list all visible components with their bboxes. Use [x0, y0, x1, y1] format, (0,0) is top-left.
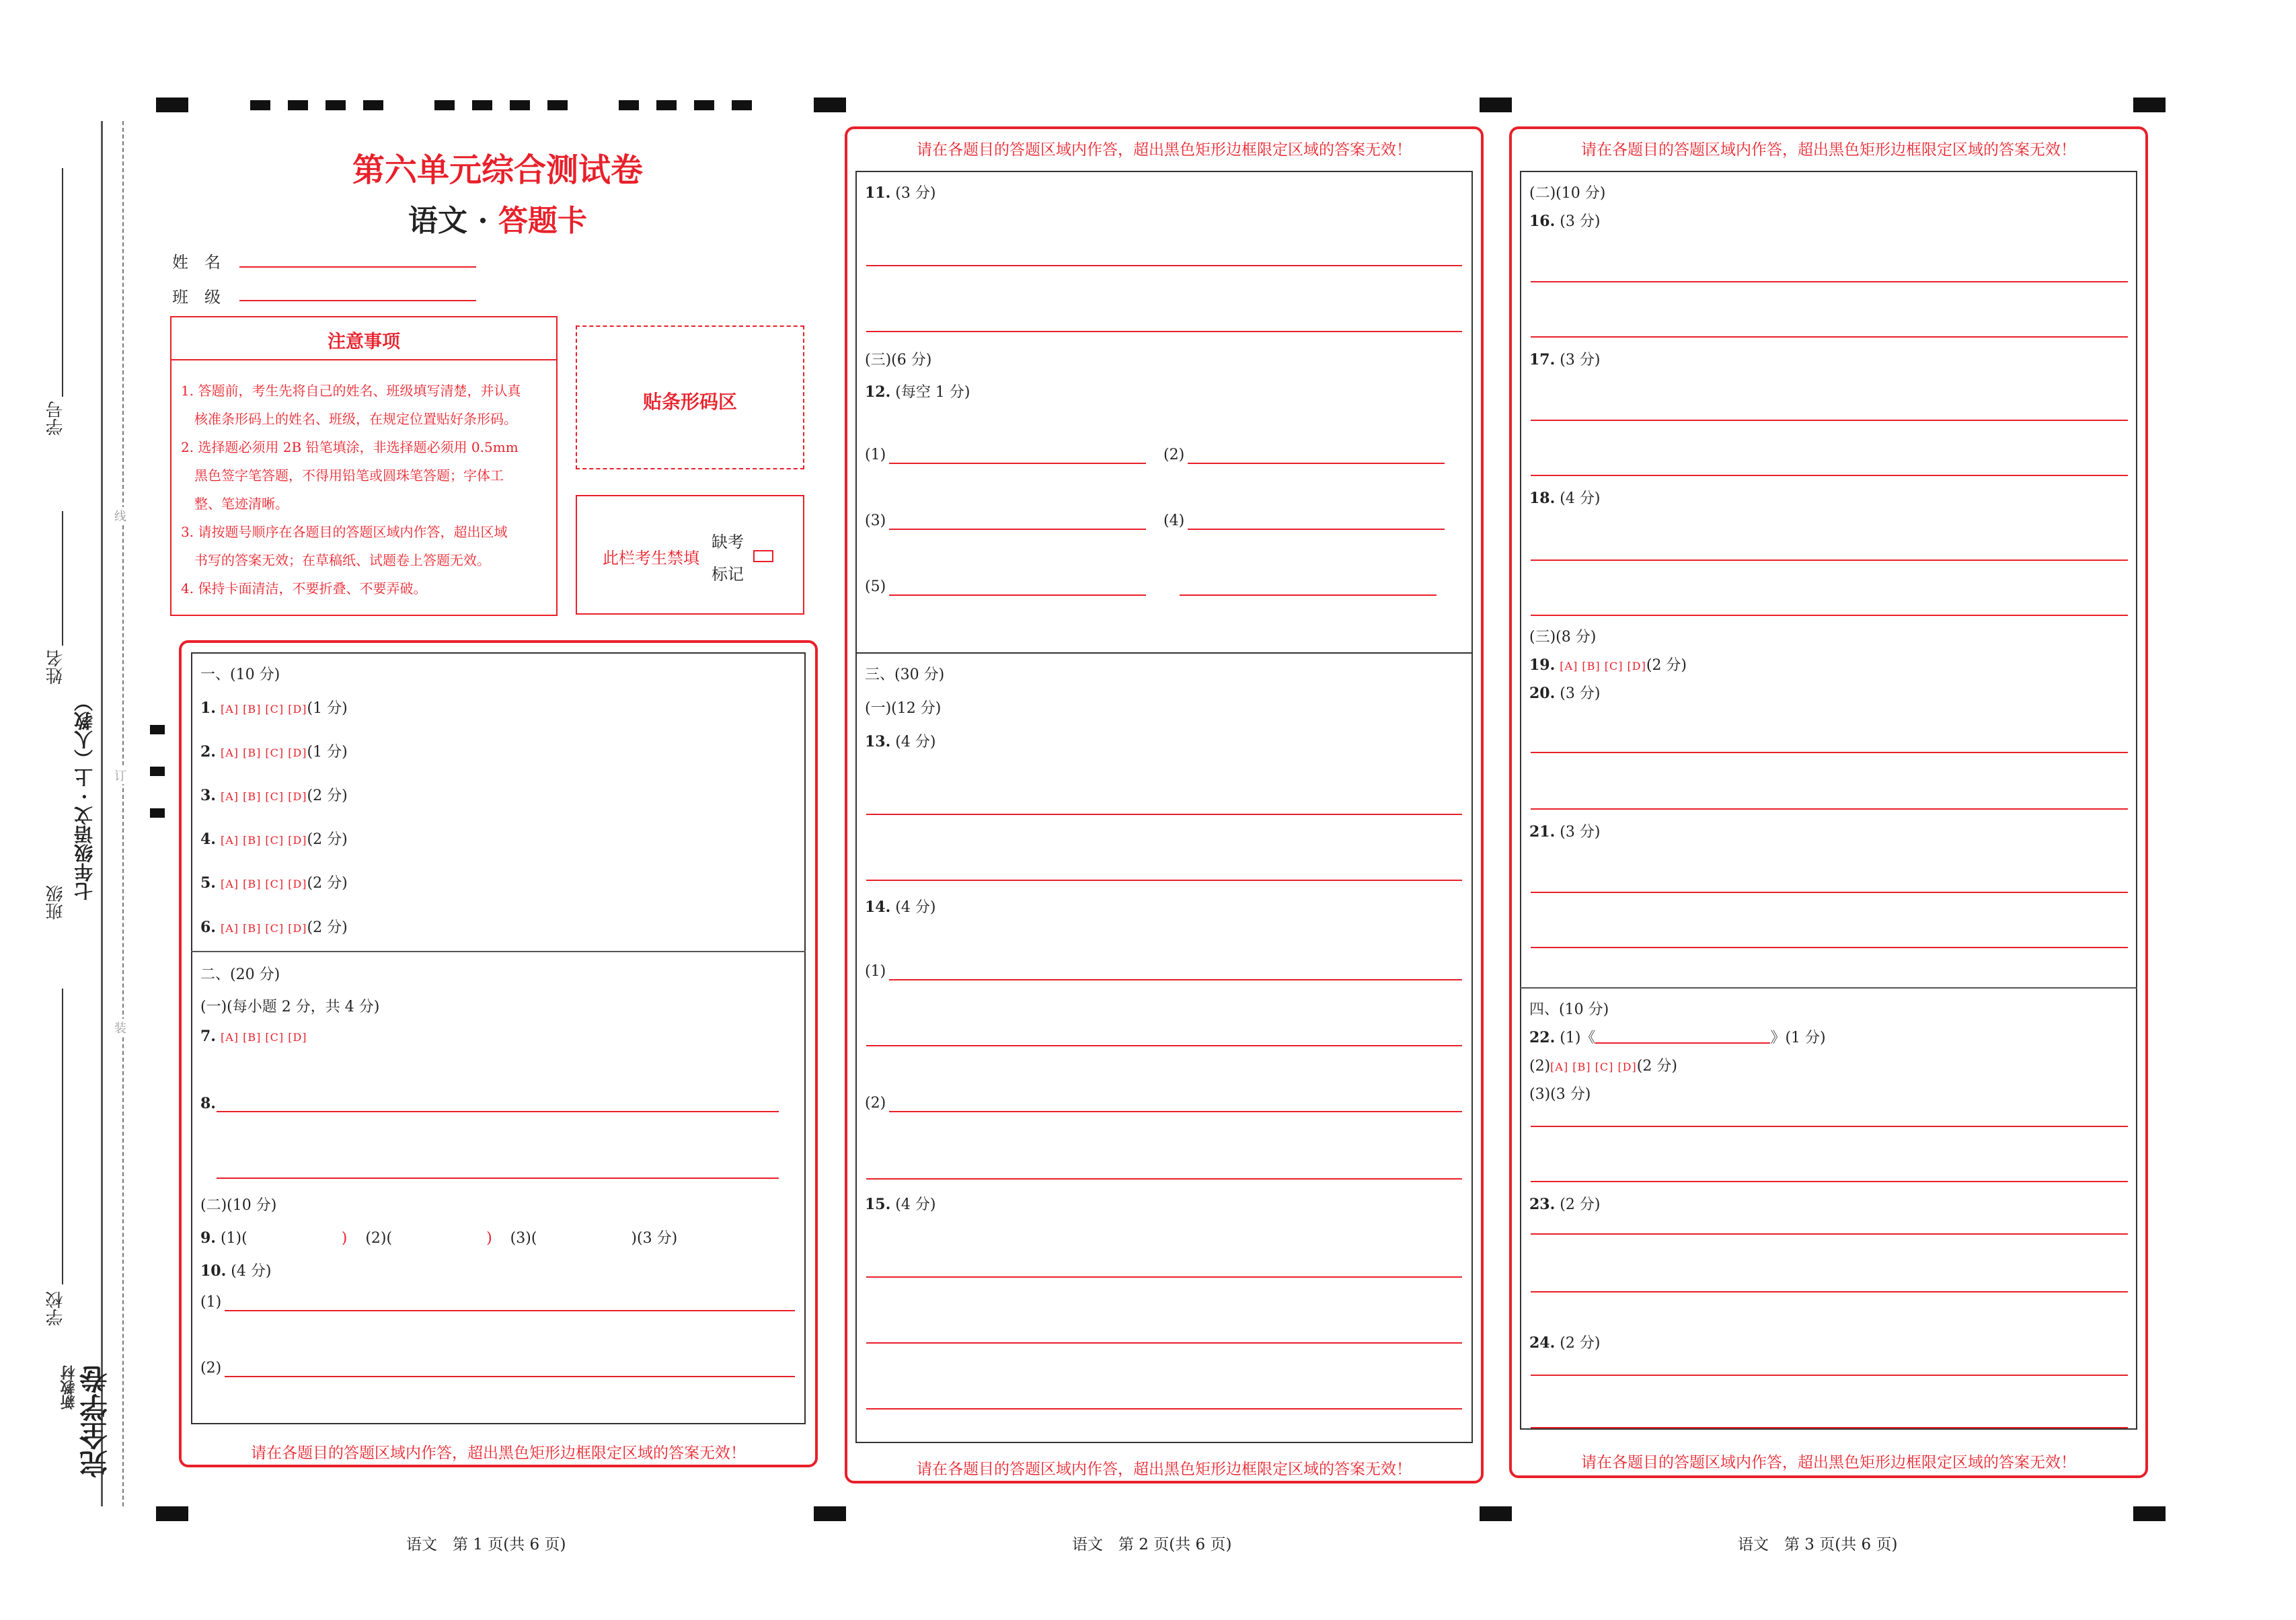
q10-sub-2-label: (2) — [200, 1360, 222, 1377]
notice-line: 2. 选择题必须用 2B 铅笔填涂，非选择题必须用 0.5mm — [181, 439, 519, 455]
question-23: 23. (2 分) — [1529, 1196, 1601, 1213]
timing-mark — [150, 808, 165, 818]
page2-upper-area — [855, 171, 1473, 654]
question-13: 13. (4 分) — [865, 733, 936, 750]
corner-mark — [1480, 98, 1512, 112]
brand-logo: 完全学卷 — [79, 1365, 112, 1478]
corner-mark — [814, 1506, 846, 1521]
corner-mark — [2133, 98, 2166, 112]
answer-line-14-1a[interactable] — [889, 979, 1462, 980]
notice-line: 黑色签字笔答题，不得用铅笔或圆珠笔答题；字体工 — [181, 467, 504, 484]
answer-line-11a[interactable] — [866, 265, 1462, 266]
options-5[interactable]: [A] [B] [C] [D] — [220, 878, 307, 890]
question-8-label: 8. — [200, 1095, 216, 1112]
question-21: 21. (3 分) — [1529, 823, 1601, 841]
cut-mark-line: 线 — [114, 507, 126, 525]
answer-line-16a[interactable] — [1531, 281, 2128, 282]
sidebar-solid-line — [101, 121, 103, 1506]
notice-title: 注意事项 — [328, 332, 400, 352]
section-4-heading: 四、(10 分) — [1529, 1001, 1609, 1018]
answer-line-23b[interactable] — [1531, 1291, 2128, 1293]
subtitle-card: 答题卡 — [498, 204, 587, 238]
timing-mark — [694, 100, 714, 110]
timing-mark — [326, 100, 346, 110]
answer-line-8b[interactable] — [217, 1178, 779, 1179]
blank-line-3[interactable] — [889, 529, 1146, 530]
section-divider — [191, 951, 806, 952]
timing-mark — [619, 100, 639, 110]
notice-line: 整、笔迹清晰。 — [181, 496, 289, 512]
blank-line-1[interactable] — [889, 463, 1146, 464]
student-id-line — [62, 168, 63, 397]
subsection-3-heading: (三)(6 分) — [865, 352, 932, 369]
page-subtitle — [377, 196, 619, 239]
options-19[interactable]: [A] [B] [C] [D] — [1560, 660, 1646, 672]
notice-line: 3. 请按题号顺序在各题目的答题区域内作答，超出区域 — [181, 524, 508, 540]
answer-line-16b[interactable] — [1531, 336, 2128, 338]
answer-line-22a[interactable] — [1531, 1126, 2128, 1127]
question-9: 9. (1)( ) (2)( ) (3)( )(3 分) — [200, 1229, 678, 1247]
answer-line-11b[interactable] — [866, 331, 1462, 332]
class-line — [62, 989, 63, 1284]
name-label: 姓名 — [46, 650, 66, 685]
name-field-label: 姓 名 — [172, 253, 221, 272]
answer-line-15b[interactable] — [866, 1342, 1462, 1344]
question-15: 15. (4 分) — [865, 1196, 936, 1213]
question-17: 17. (3 分) — [1529, 351, 1601, 369]
answer-line-15c[interactable] — [866, 1408, 1462, 1410]
answer-line-21b[interactable] — [1531, 947, 2128, 948]
answer-line-22b[interactable] — [1531, 1181, 2128, 1182]
name-field-line[interactable] — [239, 266, 476, 268]
timing-mark — [363, 100, 383, 110]
question-20: 20. (3 分) — [1529, 685, 1601, 702]
question-2: 2. [A] [B] [C] [D](1 分) — [200, 743, 348, 761]
corner-mark — [814, 98, 846, 112]
question-1: 1. [A] [B] [C] [D](1 分) — [200, 699, 348, 717]
page2-warning-bottom: 请在各题目的答题区域内作答，超出黑色矩形边框限定区域的答案无效！ — [917, 1461, 1412, 1478]
absent-box — [576, 495, 804, 615]
school-label: 学校 — [46, 1291, 66, 1326]
class-field-line[interactable] — [239, 300, 476, 301]
page3-warning-top: 请在各题目的答题区域内作答，超出黑色矩形边框限定区域的答案无效！ — [1581, 141, 2076, 159]
notice-lines — [181, 377, 521, 603]
answer-line-17b[interactable] — [1531, 475, 2128, 476]
subsection-1-heading: (一)(每小题 2 分，共 4 分) — [200, 999, 380, 1015]
page2-warning-top: 请在各题目的答题区域内作答，超出黑色矩形边框限定区域的答案无效！ — [917, 141, 1412, 159]
timing-mark — [547, 100, 568, 110]
page-footer-2: 语文 第 2 页(共 6 页) — [1072, 1536, 1232, 1553]
absent-text-2: 标记 — [712, 565, 744, 584]
question-18: 18. (4 分) — [1529, 490, 1601, 507]
answer-line-17a[interactable] — [1531, 420, 2128, 421]
q10-sub-1-label: (1) — [200, 1294, 222, 1311]
answer-line-24b[interactable] — [1531, 1427, 2128, 1428]
subsection-2-heading: (二)(10 分) — [1529, 185, 1606, 202]
timing-mark — [732, 100, 752, 110]
answer-line-21a[interactable] — [1531, 892, 2128, 893]
notice-line: 1. 答题前，考生先将自己的姓名、班级填写清楚，并认真 — [181, 383, 521, 399]
blank-line-4[interactable] — [1188, 529, 1445, 530]
page2-lower-area — [855, 652, 1473, 1443]
name-line — [62, 511, 63, 646]
class-label: 班级 — [46, 885, 66, 920]
book-title-blank[interactable] — [1595, 1042, 1770, 1044]
blank-2-label: (2) — [1163, 447, 1185, 463]
q22-part-2: (2)[A] [B] [C] [D](2 分) — [1529, 1058, 1677, 1075]
notice-divider — [171, 359, 556, 360]
blank-3-label: (3) — [865, 512, 886, 529]
course-label: 七年级语文 · 上（人教） — [73, 693, 95, 901]
cut-mark-install: 装 — [114, 1019, 126, 1036]
blank-5-label: (5) — [865, 578, 886, 595]
timing-mark — [656, 100, 677, 110]
page-footer-1: 语文 第 1 页(共 6 页) — [406, 1536, 566, 1553]
notice-line: 书写的答案无效；在草稿纸、试题卷上答题无效。 — [181, 552, 490, 568]
answer-line-15a[interactable] — [866, 1276, 1462, 1278]
cut-mark-bind: 订 — [114, 767, 126, 784]
absent-mark-box[interactable] — [753, 550, 773, 562]
blank-4-label: (4) — [1163, 512, 1185, 529]
answer-line-18a[interactable] — [1531, 560, 2128, 561]
notice-line: 核准条形码上的姓名、班级，在规定位置贴好条形码。 — [181, 411, 517, 427]
q14-sub-1-label: (1) — [865, 963, 886, 980]
timing-mark — [434, 100, 455, 110]
blank-1-label: (1) — [865, 447, 886, 463]
question-14: 14. (4 分) — [865, 898, 936, 916]
page3-answer-area — [1520, 171, 2137, 1430]
timing-mark — [150, 725, 165, 734]
question-22: 22. (1)《 》(1 分) — [1529, 1029, 1826, 1046]
page-title: 第六单元综合测试卷 — [352, 151, 643, 189]
answer-line-13a[interactable] — [866, 814, 1462, 815]
options-2[interactable]: [A] [B] [C] [D] — [220, 746, 307, 759]
timing-mark — [250, 100, 270, 110]
q14-sub-2-label: (2) — [865, 1095, 886, 1112]
timing-mark — [510, 100, 530, 110]
answer-line-14-1b[interactable] — [866, 1045, 1462, 1046]
subsection-3-heading: (三)(8 分) — [1529, 629, 1597, 646]
options-6[interactable]: [A] [B] [C] [D] — [220, 922, 307, 935]
answer-line-14-2b[interactable] — [866, 1178, 1462, 1180]
subsection-2-heading: (二)(10 分) — [200, 1197, 277, 1214]
options-4[interactable]: [A] [B] [C] [D] — [220, 834, 307, 847]
question-11: 11. (3 分) — [865, 184, 936, 202]
section-2-heading: 二、(20 分) — [200, 966, 280, 983]
page-footer-3: 语文 第 3 页(共 6 页) — [1738, 1536, 1898, 1553]
answer-line-20b[interactable] — [1531, 808, 2128, 810]
barcode-area — [576, 325, 804, 469]
question-10: 10. (4 分) — [200, 1262, 272, 1280]
answer-line-10-2[interactable] — [225, 1376, 795, 1377]
class-field-label: 班 级 — [172, 288, 221, 307]
section-3-heading: 三、(30 分) — [865, 666, 945, 683]
page3-warning-bottom: 请在各题目的答题区域内作答，超出黑色矩形边框限定区域的答案无效！ — [1581, 1454, 2076, 1471]
notice-line: 4. 保持卡面清洁，不要折叠、不要弄破。 — [181, 580, 427, 596]
answer-line-14-2a[interactable] — [889, 1111, 1462, 1112]
q22-part-3: (3)(3 分) — [1529, 1086, 1591, 1103]
question-4: 4. [A] [B] [C] [D](2 分) — [200, 831, 348, 848]
question-24: 24. (2 分) — [1529, 1334, 1601, 1352]
blank-line-5[interactable] — [889, 594, 1146, 596]
section-divider — [1520, 987, 2137, 989]
answer-line-13b[interactable] — [866, 880, 1462, 881]
cut-dashed-line — [122, 121, 124, 1506]
barcode-label: 贴条形码区 — [642, 391, 737, 413]
absent-box-label: 此栏考生禁填 — [603, 549, 699, 568]
options-1[interactable]: [A] [B] [C] [D] — [220, 703, 307, 716]
absent-text-1: 缺考 — [712, 533, 744, 551]
blank-line-6[interactable] — [1180, 594, 1437, 596]
answer-line-8a[interactable] — [217, 1111, 779, 1112]
question-12: 12. (每空 1 分) — [865, 383, 970, 401]
subtitle-subject: 语文 · — [408, 204, 498, 238]
answer-line-18b[interactable] — [1531, 615, 2128, 616]
corner-mark — [2133, 1506, 2166, 1521]
answer-line-23a[interactable] — [1531, 1233, 2128, 1235]
blank-line-2[interactable] — [1188, 463, 1445, 464]
question-6: 6. [A] [B] [C] [D](2 分) — [200, 919, 348, 936]
question-7: 7. [A] [B] [C] [D] — [200, 1028, 307, 1045]
options-22[interactable]: [A] [B] [C] [D] — [1550, 1060, 1637, 1073]
page1-warning: 请在各题目的答题区域内作答，超出黑色矩形边框限定区域的答案无效！ — [251, 1444, 746, 1462]
answer-line-24a[interactable] — [1531, 1375, 2128, 1376]
question-3: 3. [A] [B] [C] [D](2 分) — [200, 787, 348, 804]
timing-mark — [472, 100, 492, 110]
subsection-1-heading: (一)(12 分) — [865, 700, 942, 717]
timing-mark — [288, 100, 308, 110]
brand-top: 新教材 — [60, 1365, 77, 1410]
answer-line-10-1[interactable] — [225, 1310, 795, 1311]
corner-mark — [156, 98, 188, 112]
notice-box — [170, 316, 558, 616]
options-7[interactable]: [A] [B] [C] [D] — [220, 1031, 307, 1044]
options-3[interactable]: [A] [B] [C] [D] — [220, 790, 307, 803]
question-16: 16. (3 分) — [1529, 213, 1601, 230]
corner-mark — [156, 1506, 188, 1521]
timing-mark — [150, 767, 165, 776]
answer-line-20a[interactable] — [1531, 752, 2128, 753]
question-19: 19. [A] [B] [C] [D](2 分) — [1529, 656, 1687, 674]
section-1-heading: 一、(10 分) — [200, 666, 280, 683]
question-5: 5. [A] [B] [C] [D](2 分) — [200, 874, 348, 892]
corner-mark — [1480, 1506, 1512, 1521]
student-id-label: 学号 — [46, 401, 66, 436]
